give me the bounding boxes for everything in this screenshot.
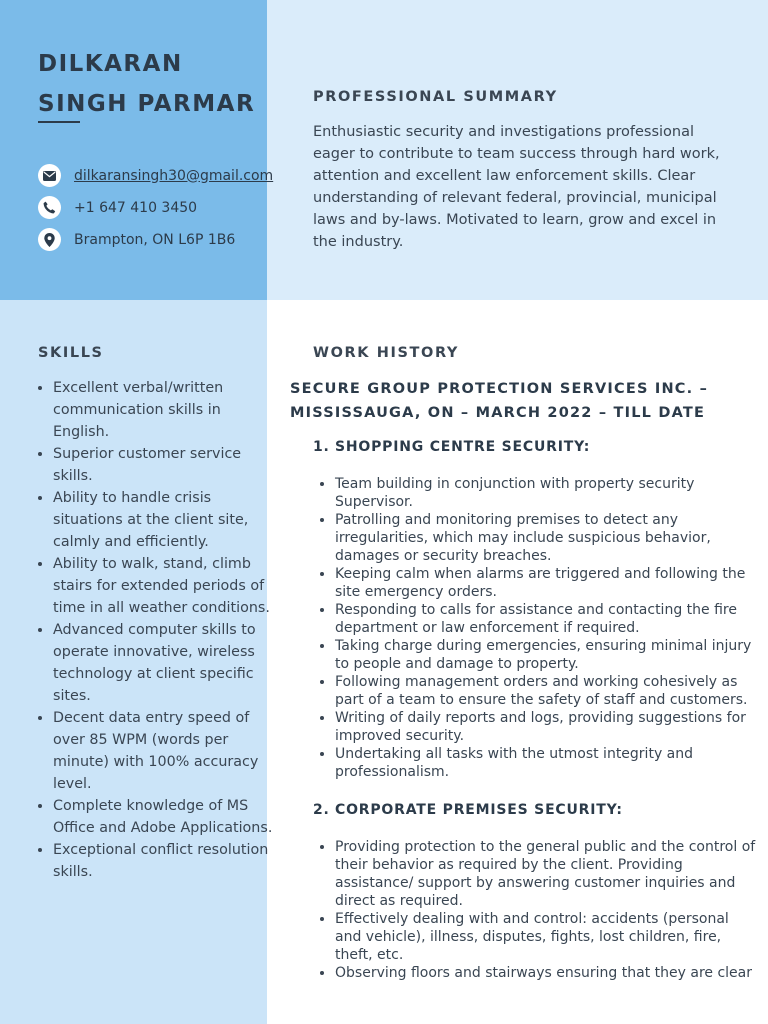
skill-item: • Excellent verbal/written communication skills in English. — [53, 377, 275, 443]
employer-line: SECURE GROUP PROTECTION SERVICES INC. – MISSISSAUGA, ON – MARCH 2022 – TILL DATE — [290, 381, 709, 421]
duty-item: • Patrolling and monitoring premises to detect any irregularities, which may include suspicious behavior, damages or security breaches. — [335, 511, 759, 565]
duty-item: • Team building in conjunction with property security Supervisor. — [335, 475, 759, 511]
duty-item: • Following management orders and working cohesively as part of a team to ensure the safety of staff and customers. — [335, 673, 759, 709]
skill-item: • Exceptional conflict resolution skills. — [53, 839, 275, 883]
contact-phone — [38, 196, 197, 219]
duty-item: • Writing of daily reports and logs, providing suggestions for improved security. — [335, 709, 759, 745]
envelope-icon — [38, 164, 61, 187]
duties-list — [317, 475, 759, 781]
duty-item: • Observing floors and stairways ensuring that they are clear — [335, 964, 759, 982]
duty-item: • Responding to calls for assistance and contacting the fire department or law enforcement if required. — [335, 601, 759, 637]
skill-item: • Advanced computer skills to operate innovative, wireless technology at client specific sites. — [53, 619, 275, 707]
duties-list — [317, 838, 759, 982]
duty-item: • Undertaking all tasks with the utmost integrity and professionalism. — [335, 745, 759, 781]
phone-number: +1 647 410 3450 — [74, 199, 198, 216]
summary-heading: PROFESSIONAL SUMMARY — [313, 89, 558, 105]
skills-heading: SKILLS — [38, 345, 104, 361]
skill-item: • Ability to handle crisis situations at the client site, calmly and efficiently. — [53, 487, 275, 553]
skill-item: • Ability to walk, stand, climb stairs for extended periods of time in all weather conditions. — [53, 553, 275, 619]
contact-email — [38, 164, 273, 187]
duty-item: • Effectively dealing with and control: accidents (personal and vehicle), illness, disputes, fights, lost children, fire, theft, etc. — [335, 910, 759, 964]
skill-item: • Superior customer service skills. — [53, 443, 275, 487]
candidate-name: DILKARAN SINGH PARMAR — [38, 51, 256, 117]
duty-item: • Taking charge during emergencies, ensuring minimal injury to people and damage to property. — [335, 637, 759, 673]
map-pin-icon — [38, 228, 61, 251]
duty-item: • Keeping calm when alarms are triggered and following the site emergency orders. — [335, 565, 759, 601]
role-title: SHOPPING CENTRE SECURITY: — [335, 439, 591, 455]
summary-text: Enthusiastic security and investigations professional eager to contribute to team success through hard work, attention and excellent law enforcement skills. Clear understanding of relevant federal, provincial, municipal laws and by-laws. Motivated to learn, grow and excel in the industry. — [313, 124, 720, 250]
skill-item: • Complete knowledge of MS Office and Adobe Applications. — [53, 795, 275, 839]
role-number: 1. — [313, 439, 330, 455]
role-heading — [313, 439, 590, 455]
contact-location — [38, 228, 235, 251]
role-title: CORPORATE PREMISES SECURITY: — [335, 802, 623, 818]
role-number: 2. — [313, 802, 330, 818]
location-text: Brampton, ON L6P 1B6 — [74, 231, 236, 248]
duty-item: • Providing protection to the general public and the control of their behavior as required by the client. Providing assistance/ support by answering customer inquiries and direct as required. — [335, 838, 759, 910]
name-divider — [38, 121, 80, 123]
email-link[interactable]: dilkaransingh30@gmail.com — [74, 167, 274, 184]
skill-item: • Decent data entry speed of over 85 WPM (words per minute) with 100% accuracy level. — [53, 707, 275, 795]
work-history-heading: WORK HISTORY — [313, 345, 460, 361]
skills-list — [36, 377, 275, 883]
phone-icon — [38, 196, 61, 219]
role-heading — [313, 802, 623, 818]
